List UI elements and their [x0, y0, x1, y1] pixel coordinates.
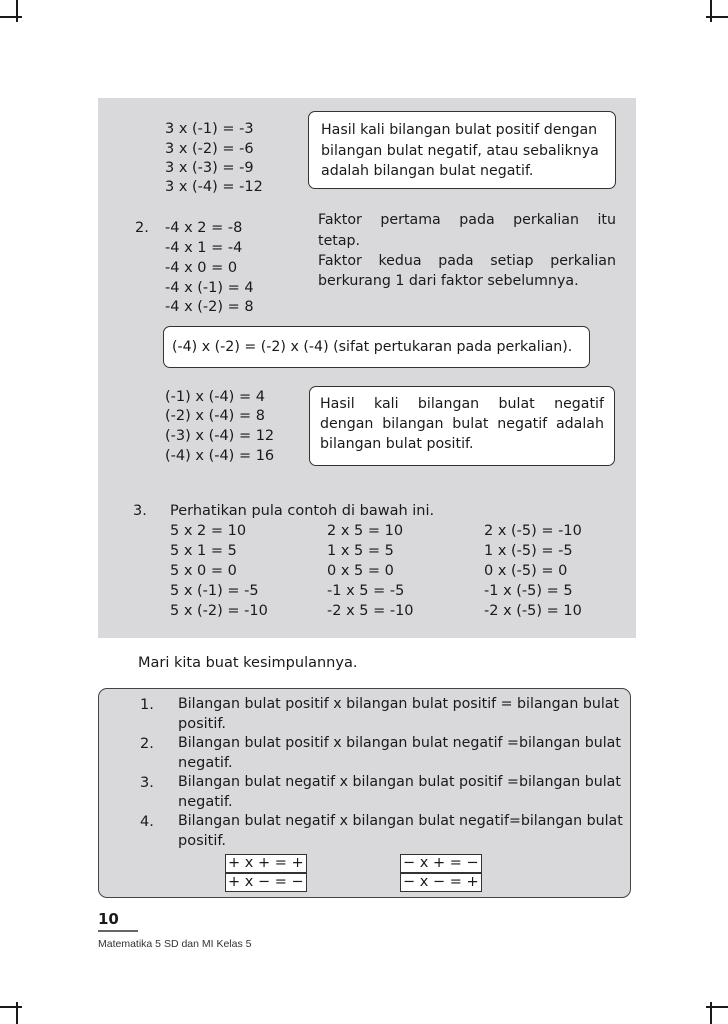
factor-note: berkurang 1 dari faktor sebelumnya. — [318, 273, 579, 289]
equation: 3 x (-4) = -12 — [165, 179, 263, 195]
equation: -4 x 0 = 0 — [165, 260, 238, 276]
callout-text: adalah bilangan bulat negatif. — [321, 163, 534, 179]
footer-title: Matematika 5 SD dan MI Kelas 5 — [98, 938, 252, 950]
equation: -1 x (-5) = 5 — [484, 583, 573, 599]
equation: 5 x (-1) = -5 — [170, 583, 259, 599]
conclusion-number: 1. — [140, 697, 154, 713]
equation: -4 x (-2) = 8 — [165, 299, 254, 315]
equation: -1 x 5 = -5 — [327, 583, 405, 599]
equation: 5 x 0 = 0 — [170, 563, 237, 579]
sign-rule: − x + = − — [400, 854, 482, 873]
equation: -4 x 2 = -8 — [165, 220, 243, 236]
conclusion-number: 3. — [140, 775, 154, 791]
equation: (-2) x (-4) = 8 — [165, 408, 265, 424]
equation: 3 x (-2) = -6 — [165, 141, 254, 157]
crop-mark — [706, 16, 728, 18]
sign-rule: + x − = − — [225, 873, 307, 892]
callout-text: bilangan bulat positif. — [320, 436, 474, 452]
section-intro: Perhatikan pula contoh di bawah ini. — [170, 503, 435, 519]
conclusion-line: positif. — [178, 833, 227, 849]
factor-note: Faktor kedua pada setiap perkalian — [318, 253, 616, 269]
equation: 5 x 1 = 5 — [170, 543, 237, 559]
conclusion-number: 2. — [140, 736, 154, 752]
equation: 3 x (-1) = -3 — [165, 121, 254, 137]
equation: 1 x (-5) = -5 — [484, 543, 573, 559]
crop-mark — [0, 1006, 22, 1008]
conclusion-line: positif. — [178, 716, 227, 732]
crop-mark — [16, 0, 18, 22]
equation: (-1) x (-4) = 4 — [165, 389, 265, 405]
equation: 2 x (-5) = -10 — [484, 523, 582, 539]
factor-note: tetap. — [318, 233, 361, 249]
factor-note: Faktor pertama pada perkalian itu — [318, 212, 616, 228]
equation: -4 x (-1) = 4 — [165, 280, 254, 296]
crop-mark — [710, 0, 712, 22]
equation: 2 x 5 = 10 — [327, 523, 404, 539]
equation: 0 x (-5) = 0 — [484, 563, 568, 579]
equation: -2 x (-5) = 10 — [484, 603, 582, 619]
equation: 1 x 5 = 5 — [327, 543, 394, 559]
conclusion-number: 4. — [140, 814, 154, 830]
equation: 0 x 5 = 0 — [327, 563, 394, 579]
item-number: 3. — [133, 503, 147, 519]
callout-text: Hasil kali bilangan bulat negatif — [320, 396, 604, 412]
item-number: 2. — [135, 220, 149, 236]
callout-text: Hasil kali bilangan bulat positif dengan — [321, 122, 598, 138]
page-number: 10 — [98, 910, 119, 928]
sign-rule: + x + = + — [225, 854, 307, 873]
equation: 5 x (-2) = -10 — [170, 603, 268, 619]
conclusion-line: Bilangan bulat negatif x bilangan bulat positif =bilangan bulat — [178, 774, 621, 790]
callout-text: bilangan bulat negatif, atau sebaliknya — [321, 143, 599, 159]
equation: (-3) x (-4) = 12 — [165, 428, 275, 444]
equation: -2 x 5 = -10 — [327, 603, 414, 619]
sign-rule: − x − = + — [400, 873, 482, 892]
crop-mark — [0, 16, 22, 18]
conclusion-line: negatif. — [178, 755, 233, 771]
crop-mark — [706, 1006, 728, 1008]
conclusion-line: Bilangan bulat negatif x bilangan bulat negatif=bilangan bulat — [178, 813, 623, 829]
footer-rule — [98, 930, 138, 932]
equation: 3 x (-3) = -9 — [165, 160, 254, 176]
commutative-property-text: (-4) x (-2) = (-2) x (-4) (sifat pertukaran pada perkalian). — [172, 339, 573, 355]
conclusion-intro: Mari kita buat kesimpulannya. — [138, 655, 358, 671]
equation: -4 x 1 = -4 — [165, 240, 243, 256]
conclusion-line: Bilangan bulat positif x bilangan bulat positif = bilangan bulat — [178, 696, 620, 712]
equation: 5 x 2 = 10 — [170, 523, 247, 539]
conclusion-line: negatif. — [178, 794, 233, 810]
equation: (-4) x (-4) = 16 — [165, 448, 275, 464]
callout-text: dengan bilangan bulat negatif adalah — [320, 416, 604, 432]
conclusion-line: Bilangan bulat positif x bilangan bulat negatif =bilangan bulat — [178, 735, 621, 751]
